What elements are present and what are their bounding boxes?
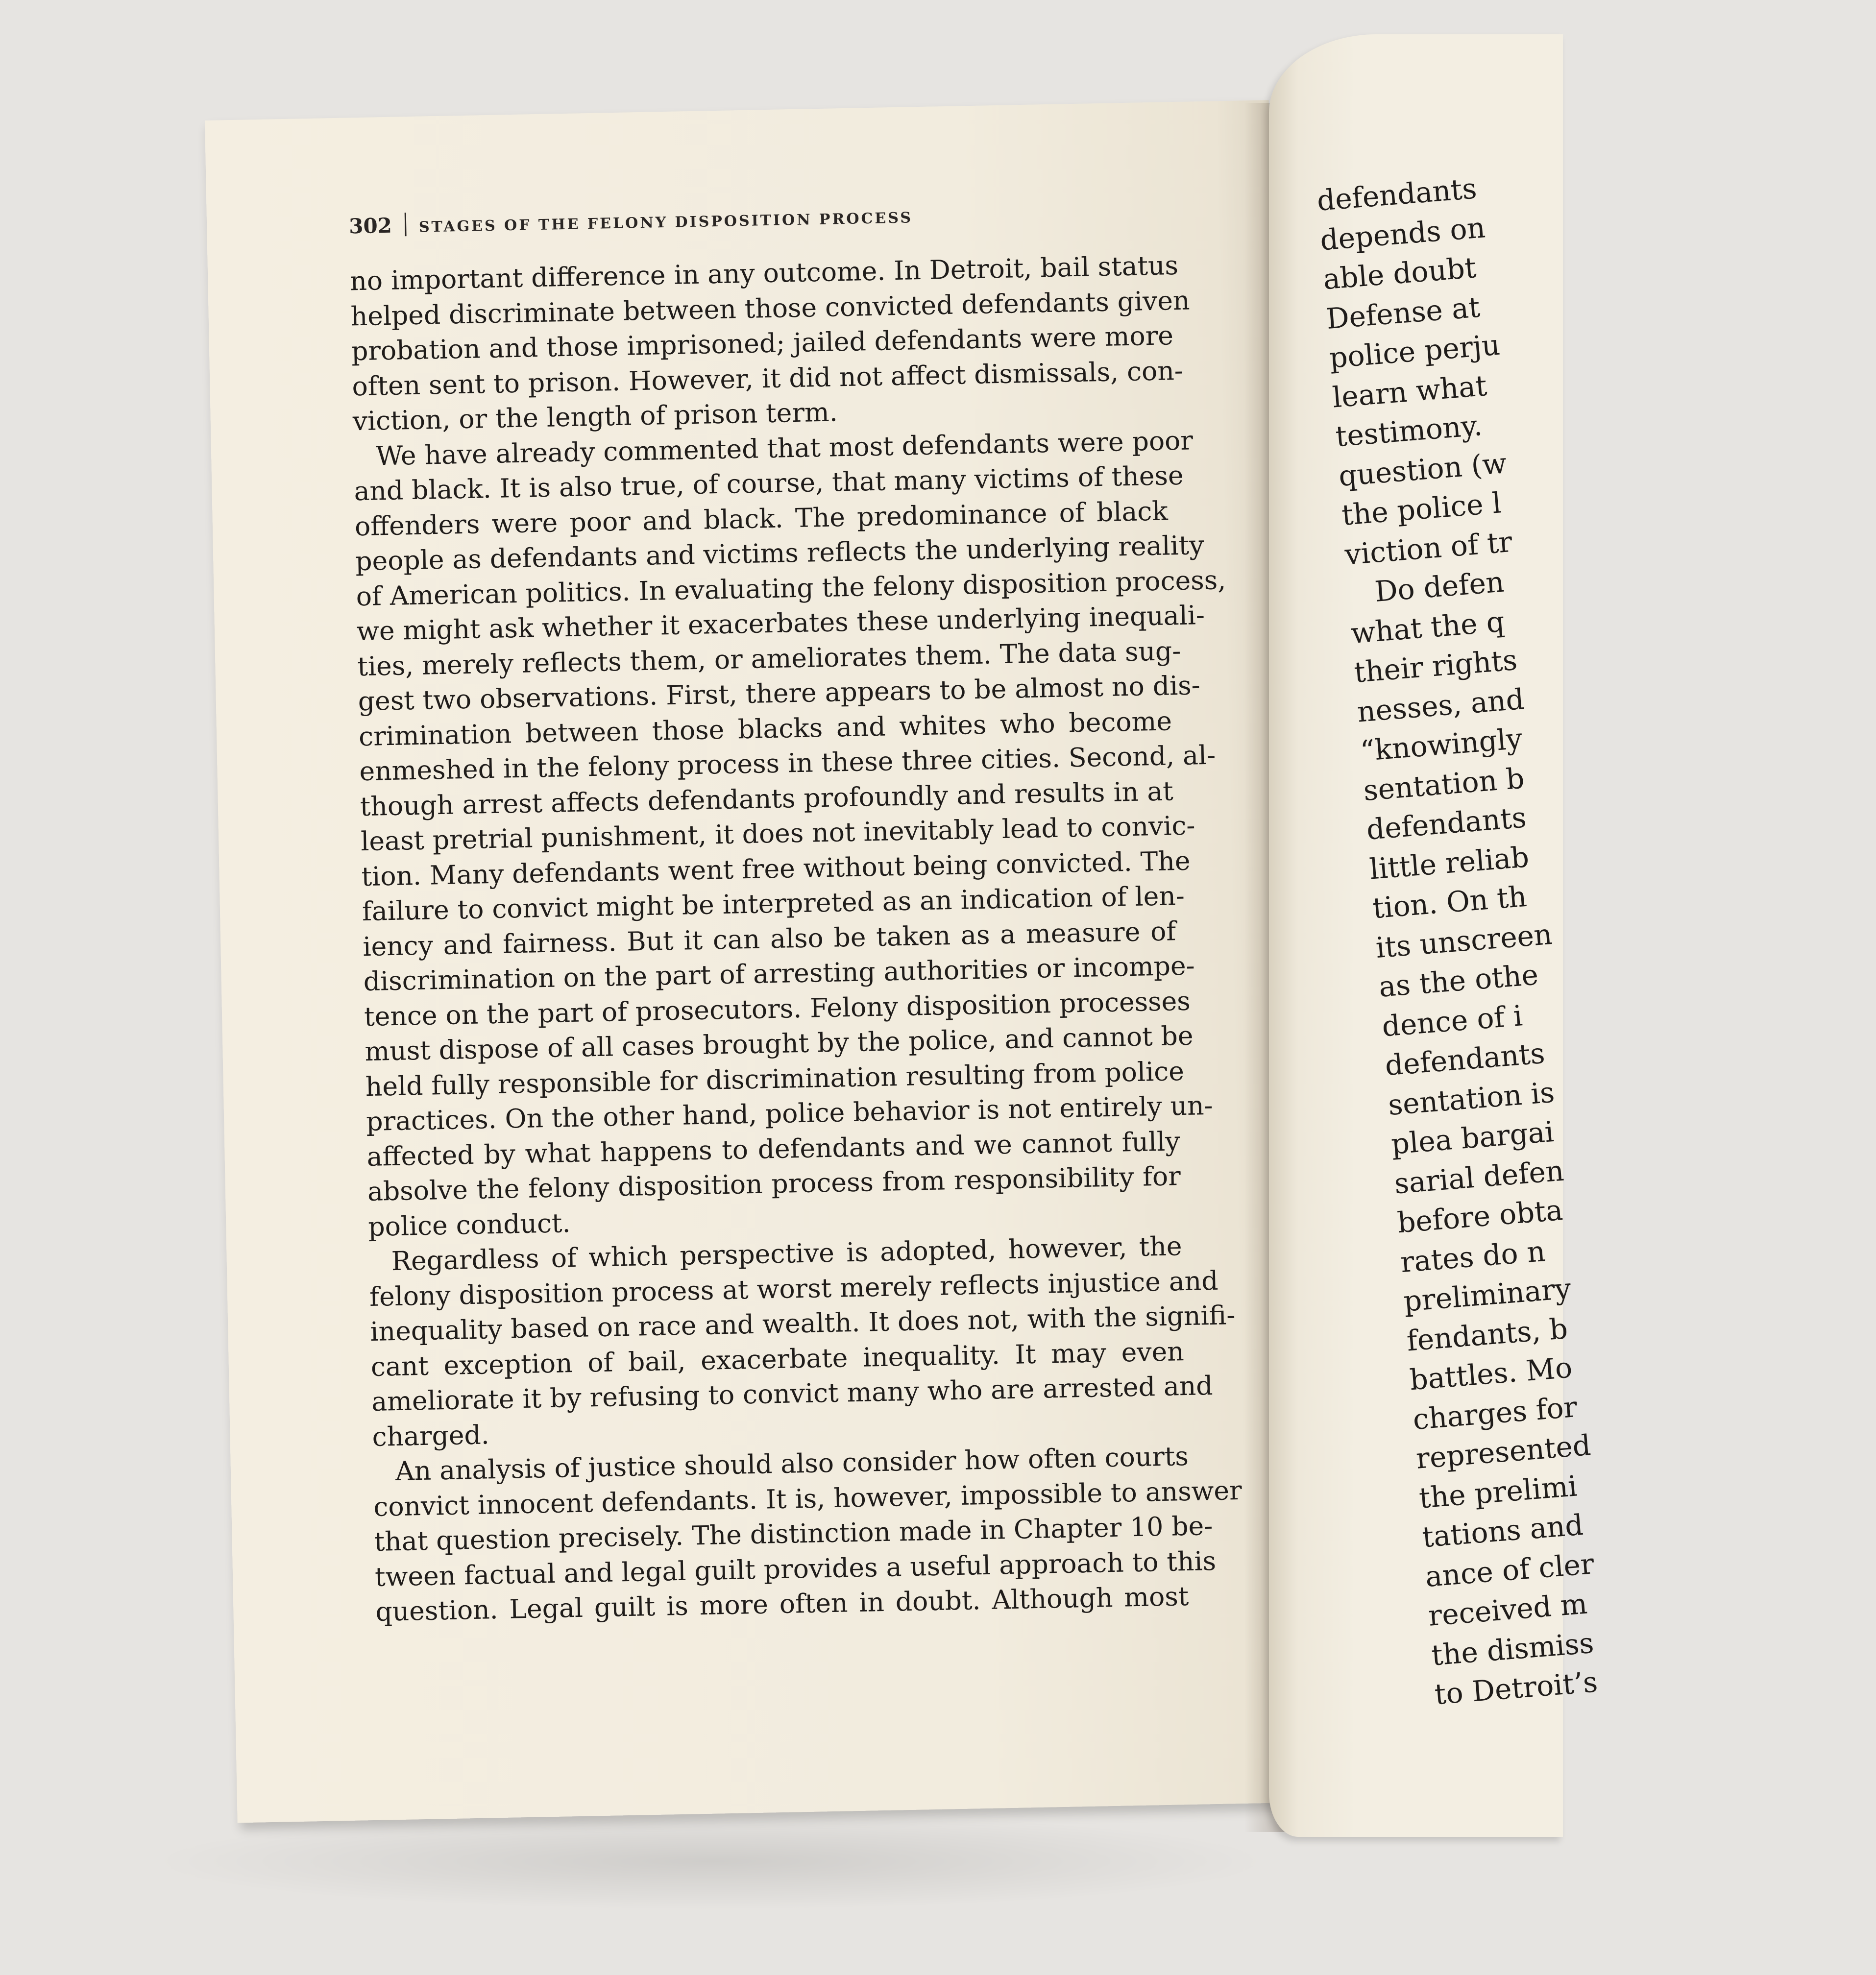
text-line: police perju (1328, 328, 1501, 375)
text-line: Do defen (1373, 565, 1506, 608)
text-line: received m (1427, 1587, 1589, 1633)
text-line: testimony. (1334, 408, 1484, 454)
text-line: charged. (372, 1419, 490, 1452)
text-line: depends on (1318, 210, 1486, 257)
running-head-divider (404, 213, 406, 236)
text-line: we might ask whether it exacerbates these underlying inequali- (356, 600, 1205, 647)
text-line: battles. Mo (1408, 1350, 1574, 1397)
text-line: its unscreen (1374, 917, 1554, 964)
text-line: ance of cler (1424, 1546, 1595, 1593)
text-line: helped discriminate between those convicted defendants given (350, 284, 1190, 332)
text-line: the dismiss (1430, 1626, 1595, 1672)
text-line: convict innocent defendants. It is, however, impossible to answer (373, 1474, 1243, 1522)
text-line: tations and (1421, 1508, 1584, 1554)
text-line: ameliorate it by refusing to convict many who are arrested and (371, 1370, 1214, 1417)
right-page-body-text (1316, 146, 1876, 1714)
text-line: fendants, b (1405, 1311, 1569, 1358)
text-line: practices. On the other hand, police behavior is not entirely un- (365, 1089, 1214, 1137)
text-line: “knowingly (1359, 722, 1524, 768)
text-line: An analysis of justice should also consider how often courts (395, 1440, 1189, 1487)
text-line: defendants (1384, 1036, 1546, 1083)
text-line: their rights (1353, 643, 1519, 689)
page-number: 302 (348, 213, 392, 239)
text-line: what the q (1349, 604, 1506, 650)
text-line: and black. It is also true, of course, that many victims of these (353, 459, 1184, 507)
running-head-title: STAGES OF THE FELONY DISPOSITION PROCESS (418, 209, 913, 236)
left-page-body-text (349, 248, 1243, 1630)
text-line: the police l (1340, 486, 1503, 532)
text-line: tion. On th (1371, 879, 1528, 925)
left-page (205, 100, 1301, 1823)
text-line: viction, or the length of prison term. (352, 396, 838, 437)
text-line: discrimination on the part of arresting authorities or incompe- (363, 950, 1195, 997)
text-line: affected by what happens to defendants and we cannot fully (366, 1125, 1180, 1172)
text-line: charges for (1412, 1390, 1579, 1436)
text-line: able doubt (1322, 250, 1478, 296)
text-line: held fully responsible for discrimination resulting from police (365, 1055, 1185, 1102)
text-line: must dispose of all cases brought by the police, and cannot be (364, 1020, 1194, 1067)
text-line: sentation b (1362, 761, 1526, 807)
text-line: least pretrial punishment, it does not inevitably lead to convic- (360, 810, 1196, 857)
text-line: of American politics. In evaluating the felony disposition process, (356, 564, 1226, 612)
text-line: though arrest affects defendants profoundly and results in at (360, 775, 1174, 822)
text-line: iency and fairness. But it can also be taken as a measure of (362, 915, 1176, 962)
text-line: We have already commented that most defendants were poor (375, 424, 1194, 471)
text-line: nesses, and (1356, 682, 1526, 729)
text-line: Defense at (1325, 290, 1482, 336)
text-line: question (w (1337, 446, 1508, 493)
text-line: to Detroit’s (1433, 1665, 1599, 1711)
text-line: felony disposition process at worst merely reflects injustice and (369, 1265, 1218, 1312)
text-line: offenders were poor and black. The predominance of black (354, 495, 1169, 542)
text-line: sentation is (1387, 1075, 1556, 1122)
running-head (349, 203, 913, 238)
text-line: learn what (1331, 368, 1488, 414)
text-line: Regardless of which perspective is adopted, however, the (391, 1230, 1183, 1277)
text-line: crimination between those blacks and whites who become (358, 705, 1172, 752)
right-page (1269, 34, 1599, 1837)
text-line: represented (1414, 1428, 1592, 1475)
text-line: before obta (1396, 1193, 1564, 1240)
text-line: question. Legal guilt is more often in doubt. Although most (375, 1581, 1189, 1627)
text-line: inequality based on race and wealth. It does not, with the signifi- (369, 1300, 1236, 1347)
text-line: tion. Many defendants went free without being convicted. The (361, 845, 1191, 892)
text-line: probation and those imprisoned; jailed defendants were more (351, 320, 1174, 367)
text-line: cant exception of bail, exacerbate inequality. It may even (370, 1335, 1185, 1382)
text-line: as the othe (1377, 958, 1540, 1004)
text-line: failure to convict might be interpreted as an indication of len- (362, 880, 1185, 927)
text-line: defendants (1316, 171, 1478, 217)
text-line: the prelimi (1417, 1469, 1579, 1515)
text-line: ties, merely reflects them, or ameliorates them. The data sug- (357, 635, 1181, 682)
text-line: sarial defen (1393, 1154, 1565, 1201)
text-line: tween factual and legal guilt provides a useful approach to this (374, 1545, 1217, 1592)
text-line: gest two observations. First, there appears to be almost no dis- (358, 670, 1201, 717)
text-line: often sent to prison. However, it did not affect dismissals, con- (351, 355, 1184, 402)
text-line: that question precisely. The distinction made in Chapter 10 be- (374, 1510, 1213, 1557)
text-line: enmeshed in the felony process in these three cities. Second, al- (359, 739, 1216, 787)
text-line: dence of i (1381, 998, 1524, 1043)
text-line: tence on the part of prosecutors. Felony disposition processes (364, 985, 1191, 1032)
text-line: viction of tr (1343, 525, 1513, 572)
text-line: no important difference in any outcome. In Detroit, bail status (349, 249, 1179, 297)
text-line: preliminary (1402, 1272, 1572, 1318)
text-line: rates do n (1399, 1234, 1547, 1279)
text-line: absolve the felony disposition process from responsibility for (367, 1160, 1181, 1207)
text-line: defendants (1365, 800, 1528, 846)
text-line: little reliab (1368, 840, 1531, 886)
text-line: people as defendants and victims reflects the underlying reality (355, 530, 1204, 577)
table-surface-shadow (147, 1812, 1274, 1910)
text-line: plea bargai (1390, 1114, 1556, 1161)
text-line: police conduct. (367, 1207, 571, 1242)
